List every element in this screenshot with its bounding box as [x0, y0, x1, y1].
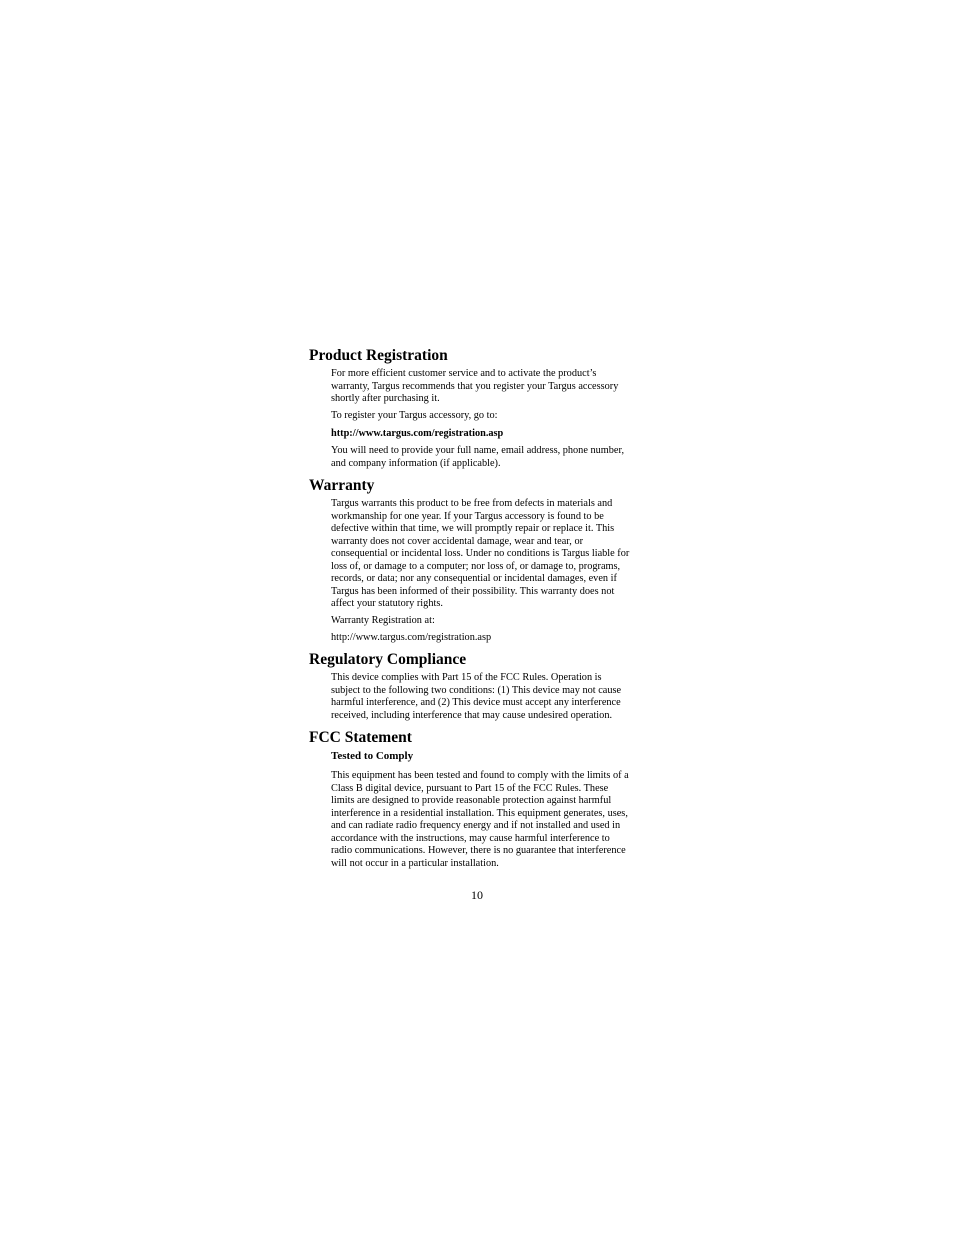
registration-requirements	[331, 445, 649, 470]
product-registration-intro	[331, 368, 649, 406]
text-line: radio communications. However, there is no guarantee that interference	[331, 845, 626, 856]
text-line: and company information (if applicable).	[331, 457, 501, 469]
text-line: limits are designed to provide reasonable protection against harmful	[331, 795, 612, 806]
text-line: will not occur in a particular installation.	[331, 857, 499, 869]
text-line: This equipment has been tested and found to comply with the limits of a	[331, 770, 629, 781]
product-registration-heading: Product Registration	[309, 347, 448, 364]
text-line: and can radiate radio frequency energy and if not installed and used in	[331, 820, 621, 831]
warranty-registration-label	[331, 615, 649, 628]
text-line: loss of, or damage to a computer; nor loss of, or damage to, programs,	[331, 560, 621, 572]
text-line: You will need to provide your full name, email address, phone number,	[331, 445, 625, 456]
text-line: Targus warrants this product to be free from defects in materials and	[331, 498, 613, 509]
text-line: interference in a residential installation. This equipment generates, uses,	[331, 807, 628, 819]
fcc-statement-heading: FCC Statement	[309, 729, 412, 746]
text-line: harmful interference, and (2) This device must accept any interference	[331, 697, 621, 708]
fcc-statement-text	[331, 770, 649, 870]
warranty-registration-link[interactable]	[331, 632, 649, 645]
registration-url[interactable]: http://www.targus.com/registration.asp	[331, 428, 504, 439]
text-line: consequential or incidental loss. Under no conditions is Targus liable for	[331, 548, 630, 559]
text-line: Warranty Registration at:	[331, 615, 435, 626]
text-line: affect your statutory rights.	[331, 598, 443, 609]
regulatory-compliance-text	[331, 672, 649, 722]
text-line: warranty does not cover accidental damage, wear and tear, or	[331, 535, 584, 547]
text-line: This device complies with Part 15 of the FCC Rules. Operation is	[331, 672, 602, 683]
text-line: defective within that time, we will promptly repair or replace it. This	[331, 523, 615, 534]
text-line: workmanship for one year. If your Targus accessory is found to be	[331, 510, 604, 522]
text-line: accordance with the instructions, may cause harmful interference to	[331, 832, 610, 844]
warranty-heading: Warranty	[309, 477, 375, 494]
text-line: For more efficient customer service and to activate the product’s	[331, 368, 597, 379]
register-instruction	[331, 410, 649, 423]
warranty-text	[331, 498, 649, 611]
text-line: Class B digital device, pursuant to Part 15 of the FCC Rules. These	[331, 782, 609, 794]
text-line: received, including interference that may cause undesired operation.	[331, 709, 613, 721]
registration-link-bold[interactable]	[331, 428, 649, 441]
text-line: shortly after purchasing it.	[331, 393, 440, 404]
text-line: Targus has been informed of their possibility. This warranty does not	[331, 585, 615, 597]
warranty-registration-url[interactable]: http://www.targus.com/registration.asp	[331, 632, 492, 643]
regulatory-compliance-heading: Regulatory Compliance	[309, 651, 467, 668]
text-line: subject to the following two conditions: (1) This device may not cause	[331, 684, 622, 696]
text-line: records, or data; nor any consequential or incidental damages, even if	[331, 573, 617, 584]
page-number: 10	[471, 888, 483, 902]
text-line: warranty, Targus recommends that you register your Targus accessory	[331, 380, 619, 392]
tested-to-comply-subheading: Tested to Comply	[331, 750, 414, 762]
text-line: To register your Targus accessory, go to:	[331, 410, 498, 421]
